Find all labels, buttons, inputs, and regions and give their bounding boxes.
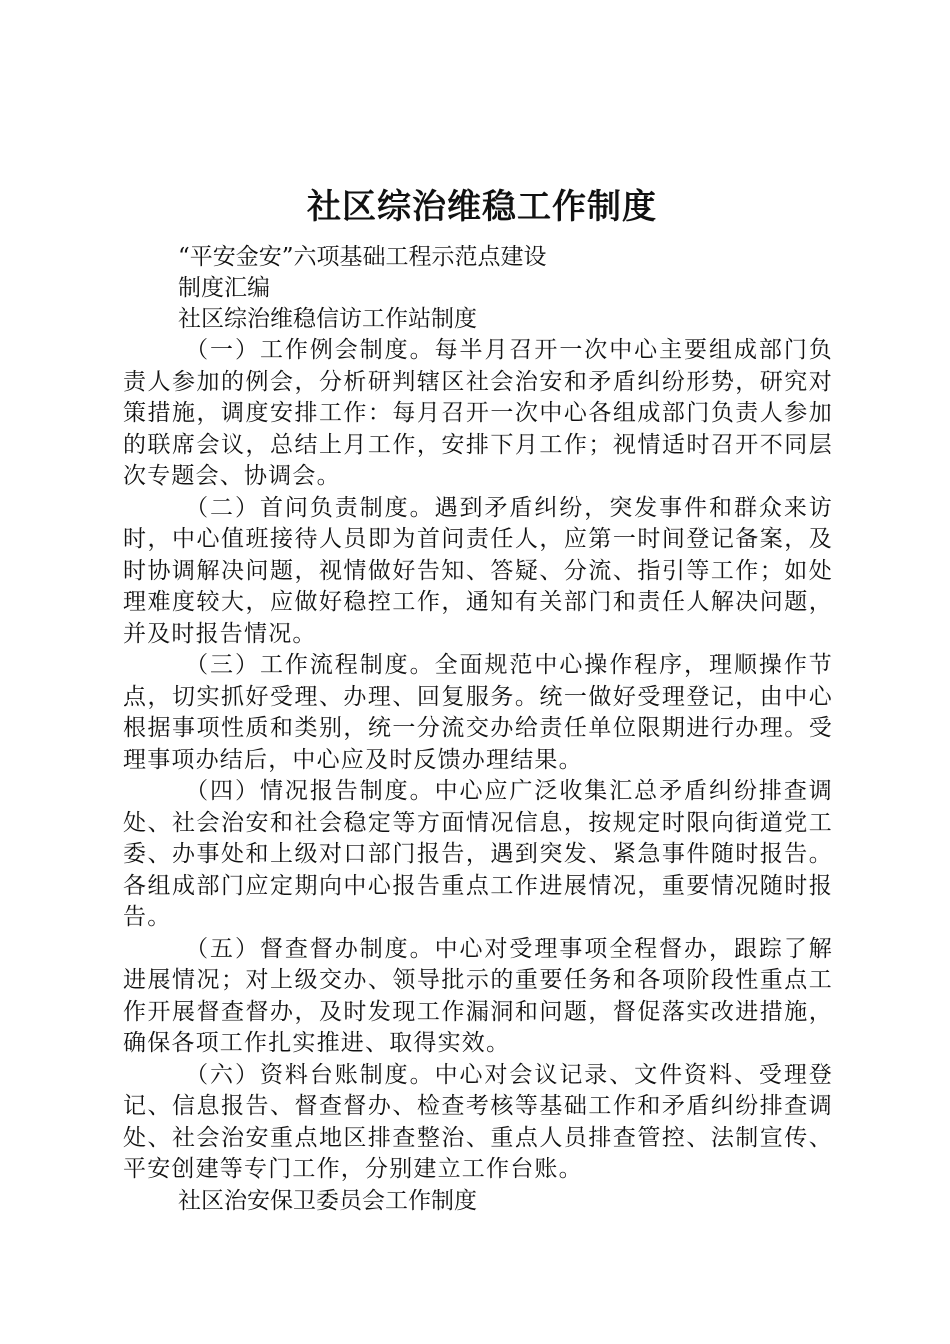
document-page xyxy=(123,182,833,1217)
paragraph-workflow: （三）工作流程制度。全面规范中心操作程序，理顺操作节点，切实抓好受理、办理、回复服务。统一做好受理登记，由中心根据事项性质和类别，统一分流交办给责任单位限期进行办理。受理事项办结后，中心应及时反馈办理结果。 xyxy=(123,652,833,773)
paragraph-supervision: （五）督查督办制度。中心对受理事项全程督办，跟踪了解进展情况；对上级交办、领导批示的重要任务和各项阶段性重点工作开展督查督办，及时发现工作漏洞和问题，督促落实改进措施，确保各项工作扎实推进、取得实效。 xyxy=(123,935,833,1056)
section-heading-workstation: 社区综治维稳信访工作站制度 xyxy=(178,306,477,332)
paragraph-records: （六）资料台账制度。中心对会议记录、文件资料、受理登记、信息报告、督查督办、检查考核等基础工作和矛盾纠纷排查调处、社会治安重点地区排查整治、重点人员排查管控、法制宣传、平安创建等专门工作，分别建立工作台账。 xyxy=(123,1061,833,1182)
subtitle-line-2: 制度汇编 xyxy=(178,275,270,301)
paragraph-reporting: （四）情况报告制度。中心应广泛收集汇总矛盾纠纷排查调处、社会治安和社会稳定等方面情况信息，按规定时限向街道党工委、办事处和上级对口部门报告，遇到突发、紧急事件随时报告。各组成部门应定期向中心报告重点工作进展情况，重要情况随时报告。 xyxy=(123,778,833,930)
document-title: 社区综治维稳工作制度 xyxy=(307,187,657,227)
paragraph-work-meeting: （一）工作例会制度。每半月召开一次中心主要组成部门负责人参加的例会，分析研判辖区社会治安和矛盾纠纷形势，研究对策措施，调度安排工作：每月召开一次中心各组成部门负责人参加的联席会议，总结上月工作，安排下月工作；视情适时召开不同层次专题会、协调会。 xyxy=(123,337,833,489)
subtitle-line-1: “平安金安”六项基础工程示范点建设 xyxy=(178,244,547,270)
section-heading-security-committee: 社区治安保卫委员会工作制度 xyxy=(178,1187,477,1214)
paragraph-first-inquiry: （二）首问负责制度。遇到矛盾纠纷，突发事件和群众来访时，中心值班接待人员即为首问责任人，应第一时间登记备案，及时协调解决问题，视情做好告知、答疑、分流、指引等工作；如处理难度较大，应做好稳控工作，通知有关部门和责任人解决问题，并及时报告情况。 xyxy=(123,494,833,647)
